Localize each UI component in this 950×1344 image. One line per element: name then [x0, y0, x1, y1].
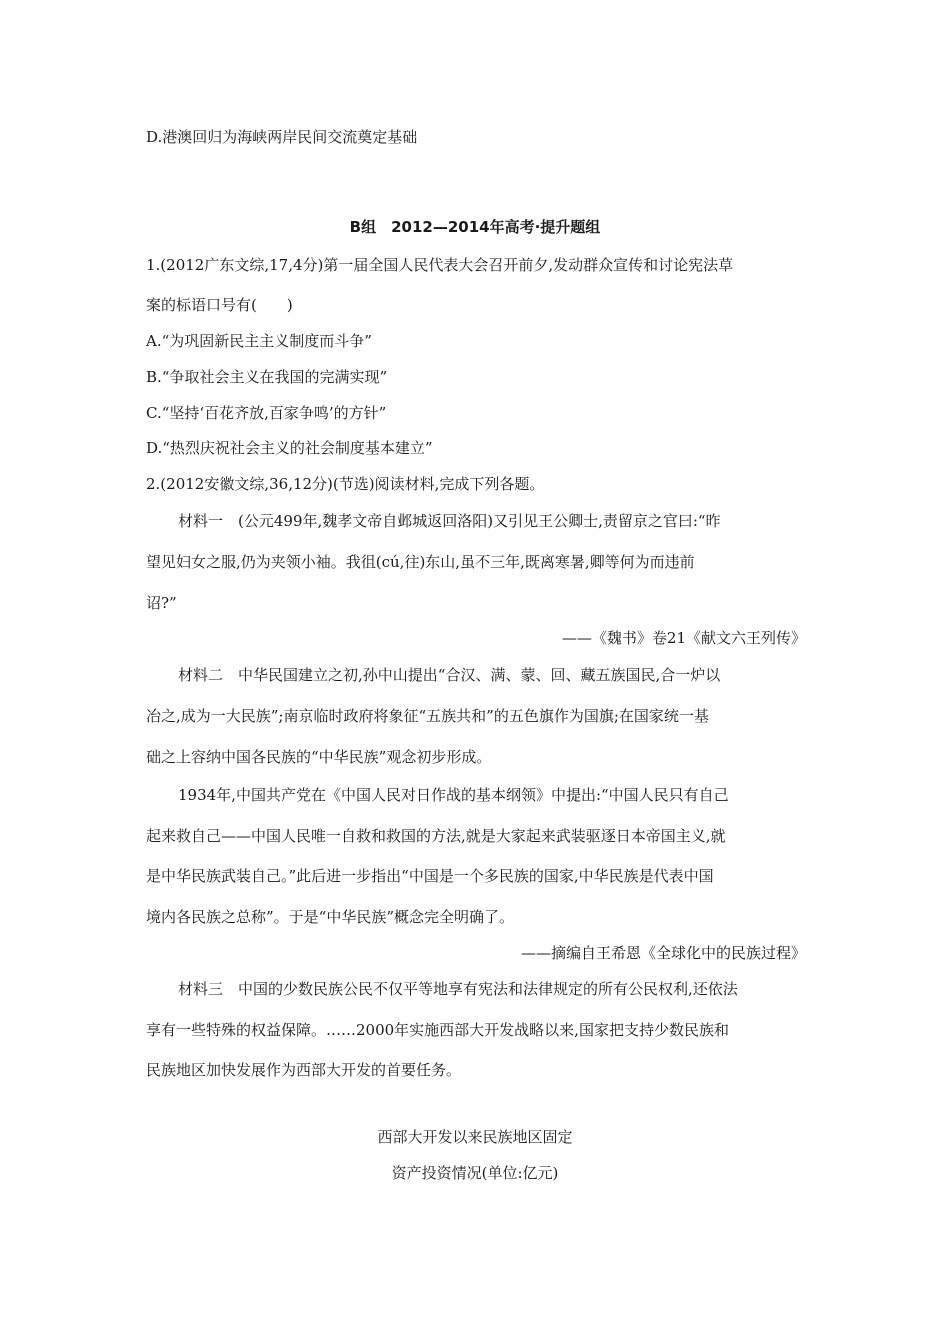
q1-option-d: D.“热烈庆祝社会主义的社会制度基本建立”: [146, 439, 433, 457]
material3-line1: 材料三 中国的少数民族公民不仅平等地享有宪法和法律规定的所有公民权利,还依法: [178, 980, 738, 998]
material1-source: ——《魏书》卷21《献文六王列传》: [561, 629, 806, 647]
table-title-line2: 资产投资情况(单位:亿元): [391, 1164, 559, 1182]
material2b-line3: 是中华民族武装自己。”此后进一步指出“中国是一个多民族的国家,中华民族是代表中国: [146, 867, 714, 885]
material2-line2: 冶之,成为一大民族”;南京临时政府将象征“五族共和”的五色旗作为国旗;在国家统一基: [146, 707, 709, 725]
material2b-line1: 1934年,中国共产党在《中国人民对日作战的基本纲领》中提出:“中国人民只有自己: [178, 786, 729, 804]
previous-option-d: D.港澳回归为海峡两岸民间交流奠定基础: [146, 128, 418, 146]
table-title-line1: 西部大开发以来民族地区固定: [377, 1128, 573, 1146]
q1-stem-line2: 案的标语口号有( ): [146, 296, 293, 314]
material2-line3: 础之上容纳中国各民族的“中华民族”观念初步形成。: [146, 748, 492, 766]
q1-option-b: B.“争取社会主义在我国的完满实现”: [146, 368, 388, 386]
material3-line3: 民族地区加快发展作为西部大开发的首要任务。: [146, 1061, 462, 1079]
q1-option-a: A.“为巩固新民主主义制度而斗争”: [146, 332, 372, 350]
q1-stem-line1: 1.(2012广东文综,17,4分)第一届全国人民代表大会召开前夕,发动群众宣传和讨论宪法草: [146, 256, 734, 274]
material2b-line4: 境内各民族之总称”。于是“中华民族”概念完全明确了。: [146, 908, 515, 926]
material1-line3: 诏?”: [146, 594, 177, 612]
material3-line2: 享有一些特殊的权益保障。……2000年实施西部大开发战略以来,国家把支持少数民族和: [146, 1021, 729, 1039]
material2-source: ——摘编自王希恩《全球化中的民族过程》: [520, 944, 806, 962]
material1-line2: 望见妇女之服,仍为夹领小袖。我徂(cú,往)东山,虽不三年,既离寒暑,卿等何为而违前: [146, 553, 695, 571]
section-title: B组 2012—2014年高考·提升题组: [349, 218, 601, 236]
q1-option-c: C.“坚持‘百花齐放,百家争鸣’的方针”: [146, 404, 387, 422]
material2b-line2: 起来救自己——中国人民唯一自救和救国的方法,就是大家起来武装驱逐日本帝国主义,就: [146, 827, 726, 845]
material2-line1: 材料二 中华民国建立之初,孙中山提出“合汉、满、蒙、回、藏五族国民,合一炉以: [178, 666, 721, 684]
material1-line1: 材料一 (公元499年,魏孝文帝自邺城返回洛阳)又引见王公卿士,责留京之官曰:“昨: [178, 512, 721, 530]
q2-stem: 2.(2012安徽文综,36,12分)(节选)阅读材料,完成下列各题。: [146, 475, 545, 493]
